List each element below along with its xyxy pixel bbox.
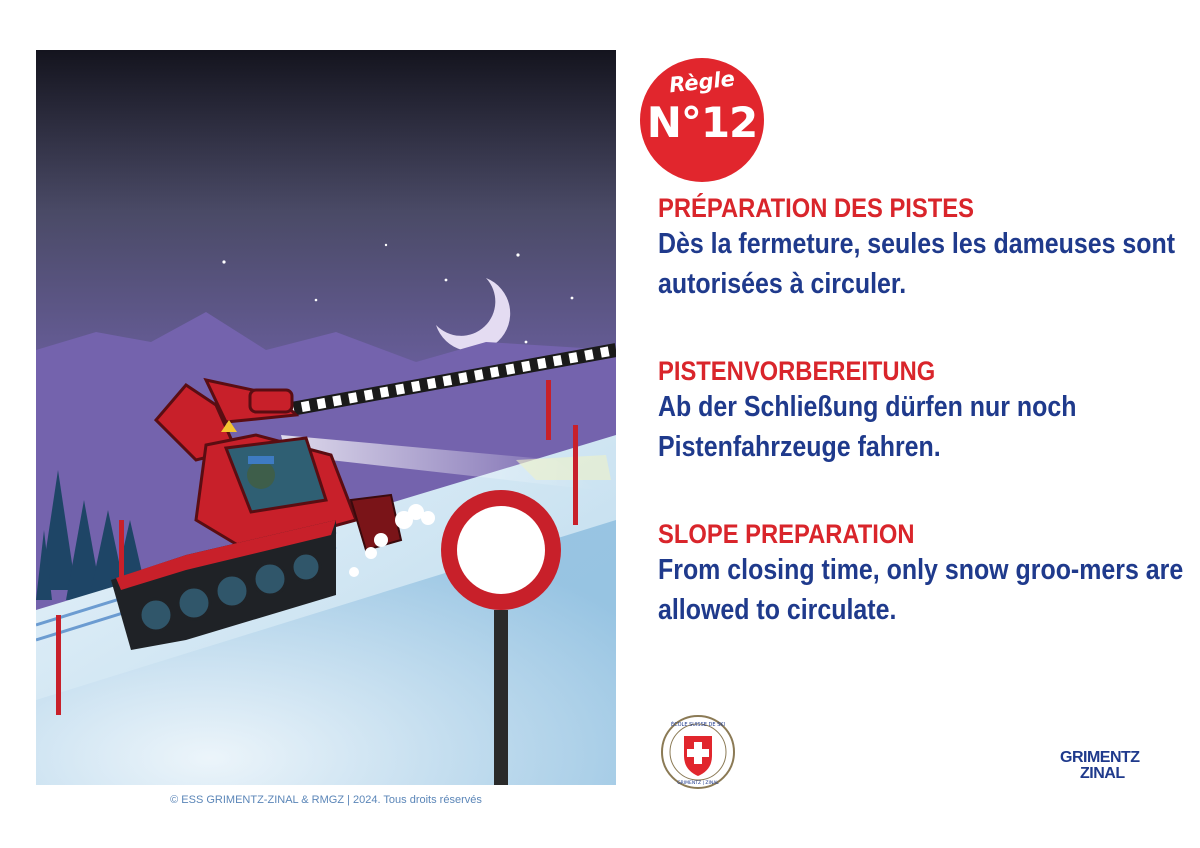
- rule-text-german: Ab der Schließung dürfen nur noch Pistenfahrzeuge fahren.: [658, 391, 1077, 463]
- badge-rule-number: N°12: [646, 98, 758, 147]
- rule-block-french: [658, 192, 1188, 304]
- resort-logo-line2: ZINAL: [1080, 765, 1125, 782]
- rule-block-german: [658, 355, 1188, 467]
- rule-title-german: PISTENVORBEREITUNG: [658, 356, 936, 386]
- grimentz-zinal-logo: [1060, 750, 1170, 782]
- rule-title-french: PRÉPARATION DES PISTES: [658, 193, 974, 223]
- rule-block-english: [658, 518, 1188, 630]
- night-groomer-illustration: [36, 50, 616, 785]
- rule-text-english: From closing time, only snow groo-mers are allowed to circulate.: [658, 554, 1184, 626]
- resort-logo-line1: GRIMENTZ: [1060, 749, 1140, 766]
- badge-rule-word: Règle: [668, 66, 736, 98]
- school-ring-text: ÉCOLE SUISSE DE SKI: [670, 722, 726, 728]
- swiss-ski-school-emblem-icon: [660, 714, 736, 790]
- copyright-text: © ESS GRIMENTZ-ZINAL & RMGZ | 2024. Tous droits réservés: [170, 794, 482, 806]
- illustration-scene: [36, 50, 616, 785]
- school-bottom-text: GRIMENTZ | ZINAL: [677, 781, 719, 786]
- rule-title-english: SLOPE PREPARATION: [658, 519, 915, 549]
- rule-text-french: Dès la fermeture, seules les dameuses sont autorisées à circuler.: [658, 228, 1176, 300]
- rule-number-badge: [640, 58, 764, 182]
- ski-school-logo: [660, 714, 736, 790]
